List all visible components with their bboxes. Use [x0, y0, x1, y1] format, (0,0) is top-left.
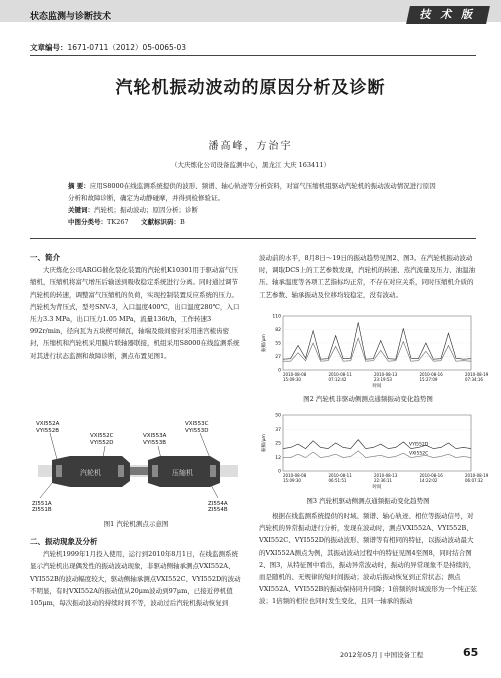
series-line — [283, 440, 471, 449]
fig1-label: VXI552A — [36, 421, 60, 427]
x-tick-label: 2010-08-11 — [328, 372, 352, 377]
x-tick-label: 2010-08-11 — [328, 473, 352, 478]
header-rule — [30, 55, 476, 56]
section-badge: 技 术 版 — [406, 6, 490, 24]
article-number-value: 1671-0711（2012）05-0065-03 — [67, 43, 187, 52]
x-tick-label: 07:34:16 — [465, 377, 483, 382]
y-tick-label: 27 — [275, 355, 281, 361]
figure-1-caption: 图1 汽轮机测点示意图 — [103, 520, 169, 528]
y-tick-label: 0 — [278, 368, 281, 374]
figure-3-chart — [259, 411, 489, 491]
x-tick-label: 2010-08-08 — [283, 473, 307, 478]
y-tick-label: 25 — [275, 441, 281, 447]
left-column-bottom — [30, 536, 242, 609]
right-column-top — [259, 252, 477, 301]
keywords-label: 关键词： — [68, 206, 94, 214]
series-line — [283, 322, 471, 359]
x-axis-label: 时间 — [372, 384, 382, 389]
keywords — [68, 204, 440, 216]
x-tick-label: 2010-08-08 — [283, 372, 307, 377]
figure-3-caption: 图3 汽轮机驱动侧测点通频振动变化趋势图 — [306, 497, 430, 505]
x-tick-label: 2010-08-13 — [374, 473, 398, 478]
doc-code-label: 文献标识码： — [141, 218, 181, 226]
fig1-label: VXI552C — [90, 433, 114, 439]
abstract-label: 摘 要： — [68, 182, 90, 190]
y-tick-label: 0 — [278, 469, 281, 475]
x-tick-label: 07:12:42 — [328, 377, 347, 382]
clc-label: 中图分类号： — [68, 218, 107, 226]
turbine-label: 汽轮机 — [80, 469, 101, 477]
fig1-label: ZI551B — [32, 507, 52, 513]
section-1-body: 大庆炼化公司ARGG催化裂化装置的汽轮机K10301用于驱动富气压缩机，压缩机将富气增压后输送到吸收稳定系统进行分离。同时通过调节汽轮机的转速，调整富气压缩机的负荷，实现控制装置反应系统的压力。汽轮机为背压式，型号SNV-3，入口温度400℃，出口温度280℃，入口压力3.3 MPa，出口压力1.05 MPa，流量136t/h，工作转速3 992r/min，径向瓦为五块楔可倾瓦，轴端及级间密封采用迷宫梳齿密封，压缩机和汽轮机采用膜片联轴器联接，机组采用S8000在线监测系统对其进行状态监测和故障诊断，测点布置见图1。 — [30, 266, 240, 360]
figure-3 — [259, 411, 489, 491]
figure-1-diagram — [30, 413, 242, 511]
compressor-label: 压缩机 — [172, 469, 193, 477]
x-tick-label: 23:19:53 — [374, 377, 392, 382]
figure-1 — [30, 413, 242, 511]
fig1-label: ZI554A — [208, 501, 228, 507]
right-para-top: 波动前的水平，8月8日～19日的振动趋势见图2、图3。在汽轮机振动波动时，调取DCS上的工艺参数发现，汽轮机的转速、蒸汽流量及压力、油温油压、轴承温度等各项工艺指标均正常，不存在对应关系，同时压缩机介质的工艺参数、轴承振动及位移均较稳定，没有波动。 — [259, 254, 476, 299]
y-tick-label: 55 — [275, 341, 281, 347]
y-tick-label: 50 — [275, 413, 281, 419]
x-tick-label: 15:09:30 — [283, 478, 301, 483]
series-line — [283, 451, 471, 458]
section-2-title: 二、振动现象及分析 — [30, 537, 98, 546]
fig1-label: VYI553B — [143, 440, 167, 446]
y-tick-label: 110 — [272, 314, 281, 320]
fig1-label: VYI552B — [36, 428, 60, 434]
right-para-bottom: 根据在线监测系统提供的时域、频谱、轴心轨迹、相位等振动信号，对汽轮机的异常振动进行分析，发现在波动时，测点VXI552A、VYI552B、VXI552C、VYI552D的振动波形、频谱等有相同的特征，以振动波动最大的VXI552A测点为例，其振动波动过程中的特征见图4至图8，同时结合图2、图3，从特征图中看出，振动异常波动时，振动的异常现象不是持续的，而是随机的、无规律的短时间振动；波动后振动恢复到正常状态；测点VXI552A、VYI552B的振动保持同升同降；1倍频的时域波形为一个纯正弦波；1倍频的相位也同时发生变化，且同一轴承的振动 — [259, 512, 477, 606]
left-column-top — [30, 252, 242, 362]
fig1-label: VXI553A — [143, 433, 167, 439]
abstract — [68, 180, 440, 204]
x-tick-label: 06:51:51 — [328, 478, 347, 483]
y-axis-label: 振幅/μm — [262, 434, 267, 452]
keywords-text: 汽轮机；振动波动；原因分析；诊断 — [94, 206, 198, 214]
x-axis-label: 时间 — [372, 485, 382, 490]
fig1-label: VXI553C — [185, 421, 209, 427]
fig1-label: VYI553D — [185, 428, 209, 434]
x-tick-label: 15:09:30 — [283, 377, 301, 382]
right-column-bottom — [259, 510, 477, 608]
abstract-rule — [30, 238, 476, 239]
doc-code-value: B — [180, 218, 185, 226]
fig1-label: VYI552D — [90, 440, 114, 446]
x-tick-label: 2010-08-16 — [419, 372, 443, 377]
x-tick-label: 14:22:02 — [419, 478, 438, 483]
x-tick-label: 2010-08-19 — [465, 372, 489, 377]
section-1-title: 一、简介 — [30, 253, 60, 262]
x-tick-label: 22:36:11 — [374, 478, 392, 483]
fig1-label: ZI554B — [208, 507, 228, 513]
article-number — [30, 42, 186, 53]
y-tick-label: 37 — [275, 428, 281, 434]
x-tick-label: 15:27:09 — [419, 377, 438, 382]
abstract-text: 应用S8000在线监测系统提供的波形、频谱、轴心轨迹等分析资料，对富气压缩机组驱动汽轮机的振动波动情况进行原因分析和故障诊断，确定为动静碰摩，并得到检修验证。 — [68, 182, 436, 202]
article-number-label: 文章编号： — [30, 43, 68, 52]
clc-value: TK267 — [107, 218, 129, 226]
abstract-block — [68, 180, 440, 228]
y-tick-label: 82 — [275, 328, 281, 334]
affiliation: （大庆炼化公司设备监测中心，黑龙江 大庆 163411） — [171, 161, 330, 169]
series-label: VXI552C — [409, 451, 429, 457]
authors: 潘高峰，方治宇 — [208, 141, 293, 152]
footer-issue: 2012年05月 | 中国设备工程 — [340, 651, 424, 659]
article-title: 汽轮机振动波动的原因分析及诊断 — [115, 78, 386, 98]
fig1-label: ZI551A — [32, 501, 52, 507]
section-2-body: 汽轮机1999年1月投入使用，运行到2010年8月1日，在线监测系统显示汽轮机出现偶发性的振动波动现象，非驱动侧轴承测点VXI552A、VYI552B的波动幅度较大，驱动侧轴承测点VXI552C、VYI552D的波动不明显，有时VXI552A的振动值从20μm波动到97μm，已接近停机值105μm，每次振动波动的持续时间不等，波动过后汽轮机振动恢复到 — [30, 550, 241, 608]
journal-section: 状态监测与诊断技术 — [30, 12, 112, 22]
page-number: 65 — [463, 646, 479, 659]
x-tick-label: 2010-08-19 — [465, 473, 489, 478]
series-label: VYI552D — [409, 442, 429, 448]
x-tick-label: 06:07:32 — [465, 478, 483, 483]
figure-2-caption: 图2 汽轮机非驱动侧测点通频振动变化趋势图 — [303, 395, 433, 403]
figure-2 — [259, 312, 489, 390]
x-tick-label: 2010-08-13 — [374, 372, 398, 377]
figure-2-chart — [259, 312, 489, 390]
classification — [68, 216, 440, 228]
y-axis-label: 振幅/μm — [262, 334, 267, 352]
x-tick-label: 2010-08-16 — [419, 473, 443, 478]
y-tick-label: 12 — [275, 456, 281, 462]
